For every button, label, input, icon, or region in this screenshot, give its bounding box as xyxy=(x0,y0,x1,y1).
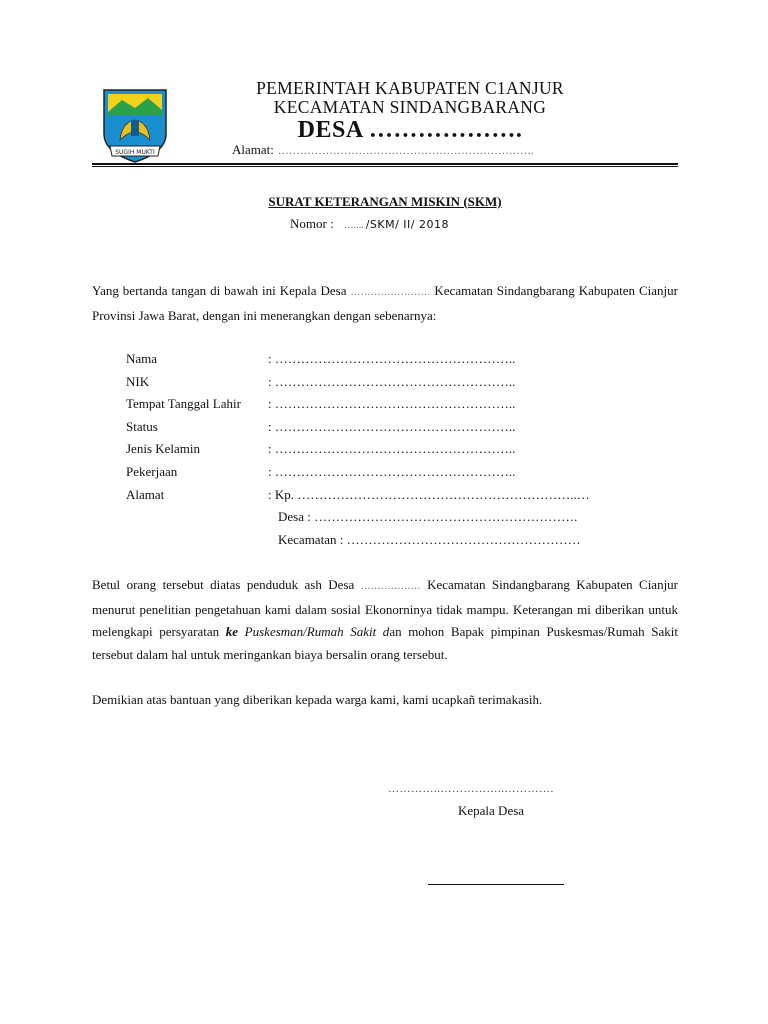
field-row xyxy=(126,348,590,371)
field-label: Nama xyxy=(126,351,158,366)
field-value: : ……………………………………………….. xyxy=(268,418,516,434)
field-value: : ……………………………………………….. xyxy=(268,463,516,479)
field-row xyxy=(126,461,590,484)
header-district: KECAMATAN SINDANGBARANG xyxy=(273,97,547,117)
field-row xyxy=(126,484,590,507)
nomor-value: /SKM/ II/ 2018 xyxy=(365,218,449,231)
field-value: : ……………………………………………….. xyxy=(268,441,516,457)
body-text-1: Betul orang tersebut diatas penduduk ash Desa xyxy=(92,577,355,592)
nomor-dots: ….... xyxy=(343,220,364,231)
field-label: Status xyxy=(126,418,158,434)
intro-text-2: Kecamatan Sindangbarang Kabupaten Cianjur Provinsi Jawa Barat, dengan ini menerangkan dengan sebenarnya: xyxy=(92,283,678,323)
body-text-3: an mohon Bapak pimpinan Puskesmas/Rumah Sakit tersebut dalam hal untuk meringankan biaya bersalin orang tersebut. xyxy=(92,624,678,662)
field-desa: Desa : ……………………………………………………. xyxy=(278,509,578,525)
field-value: : ……………………………………………….. xyxy=(268,373,516,389)
field-row xyxy=(126,438,590,461)
intro-dots: …………………… xyxy=(350,287,431,298)
address-label: Alamat: xyxy=(232,142,274,157)
field-kecamatan: Kecamatan : ……………………………………………… xyxy=(278,531,581,547)
field-value: : Kp. ………………………………………………………..… xyxy=(268,486,590,502)
intro-text-1: Yang bertanda tangan di bawah ini Kepala Desa xyxy=(92,283,347,298)
signature-place-date: …………..……………..…………. xyxy=(388,783,554,795)
body-text-2: Kecamatan Sindangbarang Kabupaten Cianjur menurut penelitian pengetahuan kami dalam sosial Ekonorninya tidak mampu. Keterangan mi diberikan untuk melengkapi persyaratan xyxy=(92,577,679,639)
field-label: Tempat Tanggal Lahir xyxy=(126,396,241,412)
village-emblem xyxy=(100,82,170,164)
address-dots: ……………………………………………………………. xyxy=(277,145,534,157)
logo-motto: SUGIH MUKTI xyxy=(115,149,155,156)
nomor-label: Nomor : xyxy=(290,216,334,231)
header-address xyxy=(232,142,534,158)
signature-role: Kepala Desa xyxy=(458,803,525,818)
body-paragraph xyxy=(92,574,678,666)
field-value: : ……………………………………………….. xyxy=(268,396,516,412)
header-rule-thin xyxy=(92,166,678,167)
field-value: : ……………………………………………….. xyxy=(268,351,516,366)
header-rule-thick xyxy=(92,163,678,165)
body-ke: ke xyxy=(225,624,239,639)
intro-paragraph xyxy=(92,280,678,327)
body-italic: Puskesman/Rumah Sakit d xyxy=(244,624,390,639)
closing-paragraph: Demikian atas bantuan yang diberikan kepada warga kami, kami ucapkañ terimakasih. xyxy=(92,692,543,707)
field-label: Alamat xyxy=(126,486,165,502)
field-row xyxy=(126,416,590,439)
signature-line xyxy=(428,884,564,885)
field-row xyxy=(126,371,590,394)
letter-number xyxy=(290,216,449,232)
header-village: DESA ………………. xyxy=(297,117,523,143)
shield-logo-icon xyxy=(100,82,170,164)
field-label: Jenis Kelamin xyxy=(126,441,201,457)
field-label: NIK xyxy=(126,373,150,389)
field-label: Pekerjaan xyxy=(126,463,178,479)
identity-fields xyxy=(126,348,590,551)
body-dots: ……………… xyxy=(360,581,421,592)
field-row xyxy=(126,393,590,416)
letter-title: SURAT KETERANGAN MISKIN (SKM) xyxy=(268,194,502,209)
header-government: PEMERINTAH KABUPATEN C1ANJUR xyxy=(256,78,564,98)
